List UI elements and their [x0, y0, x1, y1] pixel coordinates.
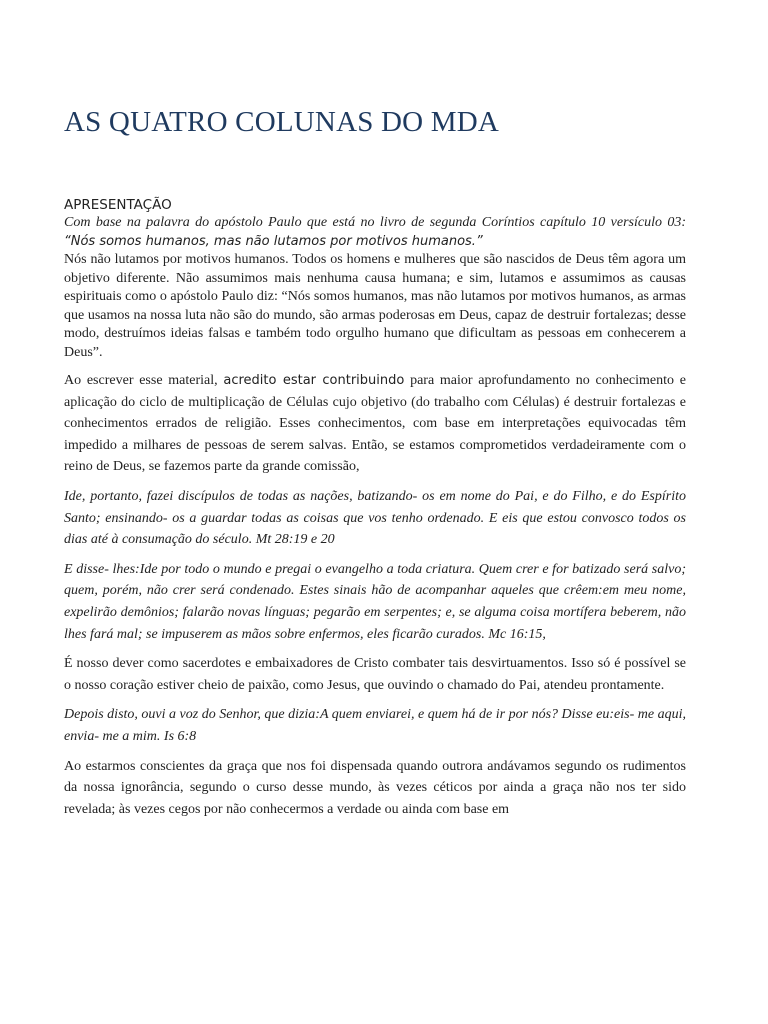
- quote-matthew: Ide, portanto, fazei discípulos de todas as nações, batizando- os em nome do Pai, e do Filho, e do Espírito Santo; ensinando- os a guardar todas as coisas que vos tenho ordenado. E eis que estou convosco todos os dias até à consumação do século. Mt 28:19 e 20: [64, 488, 686, 548]
- intro-quote-reference: Com base na palavra do apóstolo Paulo que está no livro de segunda Coríntios capítulo 10 versículo 03:: [64, 215, 686, 230]
- quote-mark: E disse- lhes:Ide por todo o mundo e pregai o evangelho a toda criatura. Quem crer e for batizado será salvo; quem, porém, não crer será condenado. Estes sinais hão de acompanhar aqueles que crêem:em meu nome, expelirão demônios; falarão novas línguas; pegarão em serpentes; e, se alguma coisa mortífera beberem, não lhes fará mal; se impuserem as mãos sobre enfermos, eles ficarão curados. Mc 16:15,: [64, 561, 686, 642]
- paragraph-1: Nós não lutamos por motivos humanos. Todos os homens e mulheres que são nascidos de Deus têm agora um objetivo diferente. Não assumimos mais nenhuma causa humana; e sim, lutamos e assumimos as causas espirituais como o apóstolo Paulo diz: “Nós somos humanos, mas não lutamos por motivos humanos, as armas que usamos na nossa luta não são do mundo, são armas poderosas em Deus, capaz de destruir fortalezas; desse modo, destruímos ideias falsas e também todo orgulho humano que dificultam as pessoas em conhecerem a Deus”.: [64, 252, 686, 360]
- paragraph-4: Ao estarmos conscientes da graça que nos foi dispensada quando outrora andávamos segundo os rudimentos da nossa ignorância, segundo o curso desse mundo, às vezes céticos por ainda a graça não nos ter sido revelada; às vezes cegos por não conhecermos a verdade ou ainda com base em: [64, 758, 686, 817]
- paragraph-2-start: Ao escrever esse material,: [64, 373, 224, 388]
- quote-isaiah: Depois disto, ouvi a voz do Senhor, que dizia:A quem enviarei, e quem há de ir por nós? Disse eu:eis- me aqui, envia- me a mim. Is 6:8: [64, 707, 686, 744]
- document-title: AS QUATRO COLUNAS DO MDA: [64, 106, 499, 138]
- paragraph-2: [64, 370, 686, 478]
- paragraph-2-emphasis: acredito estar contribuindo: [223, 373, 405, 388]
- intro-quote: [64, 214, 686, 251]
- section-heading: APRESENTAÇÃO: [64, 197, 172, 213]
- paragraph-2-rest: para maior aprofundamento no conhecimento e aplicação do ciclo de multiplicação de Células cujo objetivo (do trabalho com Células) é destruir fortalezas e conhecimentos errados de religião. Esses conhecimentos, com base em interpretações equivocadas têm impedido a milhares de pessoas de serem salvas. Então, se estamos comprometidos verdadeiramente com o reino de Deus, se fazemos parte da grande comissão,: [64, 373, 686, 475]
- document-body: [64, 196, 686, 820]
- paragraph-3: É nosso dever como sacerdotes e embaixadores de Cristo combater tais desvirtuamentos. Isso só é possível se o nosso coração estiver cheio de paixão, como Jesus, que ouvindo o chamado do Pai, atendeu prontamente.: [64, 656, 686, 693]
- intro-quote-verse: “Nós somos humanos, mas não lutamos por motivos humanos.”: [64, 233, 483, 249]
